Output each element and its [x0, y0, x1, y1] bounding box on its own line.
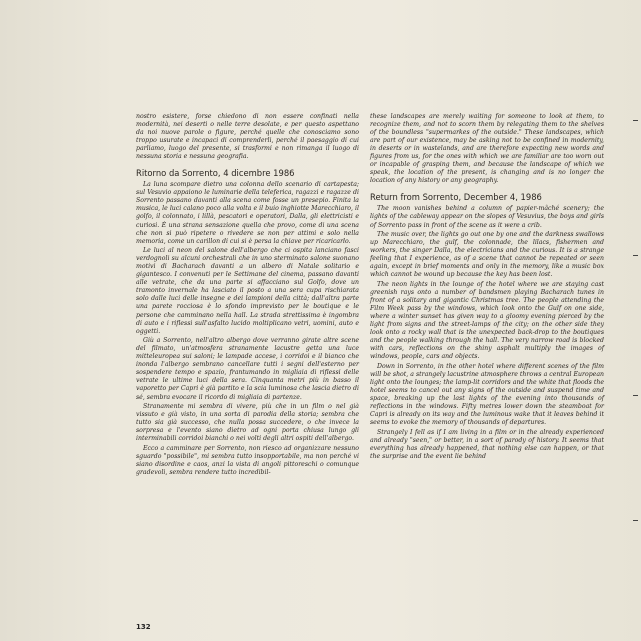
italian-paragraph: Stranamente mi sembra di vivere, più che in un film o nel già vissuto e già visto, in una sorta di parodia della storia; sembra che tutto sia già successo, che nulla possa succedere, o che invece la sorpresa e l'evento siano dietro ad ogni porta chiusa lungo gli interminabili corridoi bianchi o nei volti degli altri ospiti dell'albergo.: [136, 403, 359, 443]
margin-tick: [633, 520, 638, 521]
english-section-heading: Return from Sorrento, December 4, 1986: [370, 192, 542, 203]
english-paragraph: The neon lights in the lounge of the hotel where we are staying cast greenish rays onto a number of bandsmen playing Bacharach tunes in front of a solitary and gigantic Christmas tree. The people attending the Film Week pass by the windows, which look onto the Gulf on one side, where a winter sunset has given way to a gloomy evening pierced by the light from signs and the street-lamps of the city; on the other side they look onto a rocky wall that is the unexpected back-drop to the boutiques and the people walking through the hall. The very narrow road is blocked with cars, reflections on the shiny asphalt multiply the images of windows, people, cars and objects.: [370, 280, 604, 361]
english-column: [370, 113, 604, 462]
italian-paragraph: Ecco a camminare per Sorrento, non riesco ad organizzare nessuno sguardo "possibile", mi sembra tutto insopportabile, ma non perché vi siano disordine e caos, anzi la vista di angoli pittoreschi o comunque gradevoli, sembra rendere tutto incredibil-: [136, 444, 359, 476]
english-paragraph: Down in Sorrento, in the other hotel where different scenes of the film will be shot, a strangely lacustrine atmosphere throws a central European light onto the lounges; the lamp-lit corridors and the white that floods the hotel seems to cancel out any signs of the outside and suspend time and space, breaking up the last lights of the evening into thousands of reflections in the windows. Fifty metres lower down the steamboat for Capri is already on its way and the luminous wake that it leaves behind it seems to evoke the memory of thousands of departures.: [370, 362, 604, 427]
english-paragraph: The moon vanishes behind a column of papier-mâché scenery; the lights of the cableway appear on the slopes of Vesuvius, the boys and girls of Sorrento pass in front of the scene as it were a crib.: [370, 205, 604, 229]
italian-paragraph: Giù a Sorrento, nell'altro albergo dove verranno girate altre scene del filmato, un'atmosfera stranamente lacustre getta una luce mitteleuropea sui saloni; le lampade accese, i corridoi e il bianco che inonda l'albergo sembrano cancellare tutti i segni dell'esterno per sospendere tempo e spazio, frantumando in migliaia di riflessi delle vetrate le ultime luci della sera. Cinquanta metri più in basso il vaporetto per Capri è già partito e la scia luminosa che lascia dietro di sé, sembra evocare il ricordo di migliaia di partenze.: [136, 337, 359, 401]
english-paragraph: The music over, the lights go out one by one and the darkness swallows up Marecchiaro, the gulf, the colonnade, the lilacs, fishermen and workers, the singer Dalla, the electricians and the curious. It is a strange feeling that I experience, as of a scene that cannot be repeated or seen again, except in brief moments and only in the memory, like a music box which cannot be wound up because the key has been lost.: [370, 231, 604, 279]
english-intro-paragraph: these landscapes are merely waiting for someone to look at them, to recognize them, and not to scorn them by relegating them to the shelves of the boundless "supermarkes of the outside." These landscapes, which are part of our existence, may be asking not to be confined in modernity, in deserts or in wastelands, and are therefore expecting new words and figures from us, for the ones with which we are familiar are too worn out or incapable of grasping them, and because the landscape of which we speak, the location of the present, is changing and is no longer the location of any history or any geography.: [370, 113, 604, 185]
margin-tick: [633, 395, 638, 396]
italian-paragraph: Le luci al neon del salone dell'albergo che ci ospita lanciano fasci verdognoli su alcuni orchestrali che in uno sterminato salone suonano motivi di Bacharach davanti a un albero di Natale solitario e gigantesco. I convenuti per le Settimane del cinema, passano davanti alle vetrate, che da una parte si affacciano sul Golfo, dove un tramonto invernale ha lasciato il posto a una sera cupa rischiarata solo dalle luci delle insegne e dei lampioni della città; dall'altra parte una parete rocciosa è lo sfondo imprevisto per le boutique e le persone che camminano nella hall. La strada strettissima è ingombra di auto e i riflessi sull'asfalto lucido moltiplicano vetri, uomini, auto e oggetti.: [136, 247, 359, 335]
italian-section-heading: Ritorno da Sorrento, 4 dicembre 1986: [136, 168, 295, 179]
italian-column: [136, 113, 359, 478]
margin-tick: [633, 120, 638, 121]
italian-paragraph: La luna scompare dietro una colonna dello scenario di cartapesta; sul Vesuvio appaiono le luminarie della teleferica, ragazzi e ragazze di Sorrento passano davanti alla scena come fosse un presepio. Finita la musica, le luci calano poco alla volta e il buio inghiotte Marecchiaro, il golfo, il colonnato, i lillà, pescatori e operatori, Dalla, gli elettricisti e curiosi. È una strana sensazione quella che provo, come di una scena che non si può ripetere o rivedere se non per attimi e solo nella memoria, come un carillon di cui si è persa la chiave per ricaricarlo.: [136, 181, 359, 245]
english-paragraph: Strangely I fell as if I am living in a film or in the already experienced and already "seen," or better, in a sort of parody of history. It seems that everything has already happened, that nothing else can happen, or that the surprise and the event lie behind: [370, 428, 604, 460]
margin-tick: [633, 255, 638, 256]
italian-intro-paragraph: nostro esistere, forse chiedono di non essere confinati nella modernità, nei deserti o nelle terre desolate, e per questo aspettano da noi nuove parole o figure, perché quelle che conosciamo sono troppo usurate e incapaci di comprenderli, perché il paesaggio di cui parliamo, luogo del presente, si trasformi e non rimanga il luogo di nessuna storia e nessuna geografia.: [136, 113, 359, 161]
page-number: 132: [136, 623, 151, 631]
